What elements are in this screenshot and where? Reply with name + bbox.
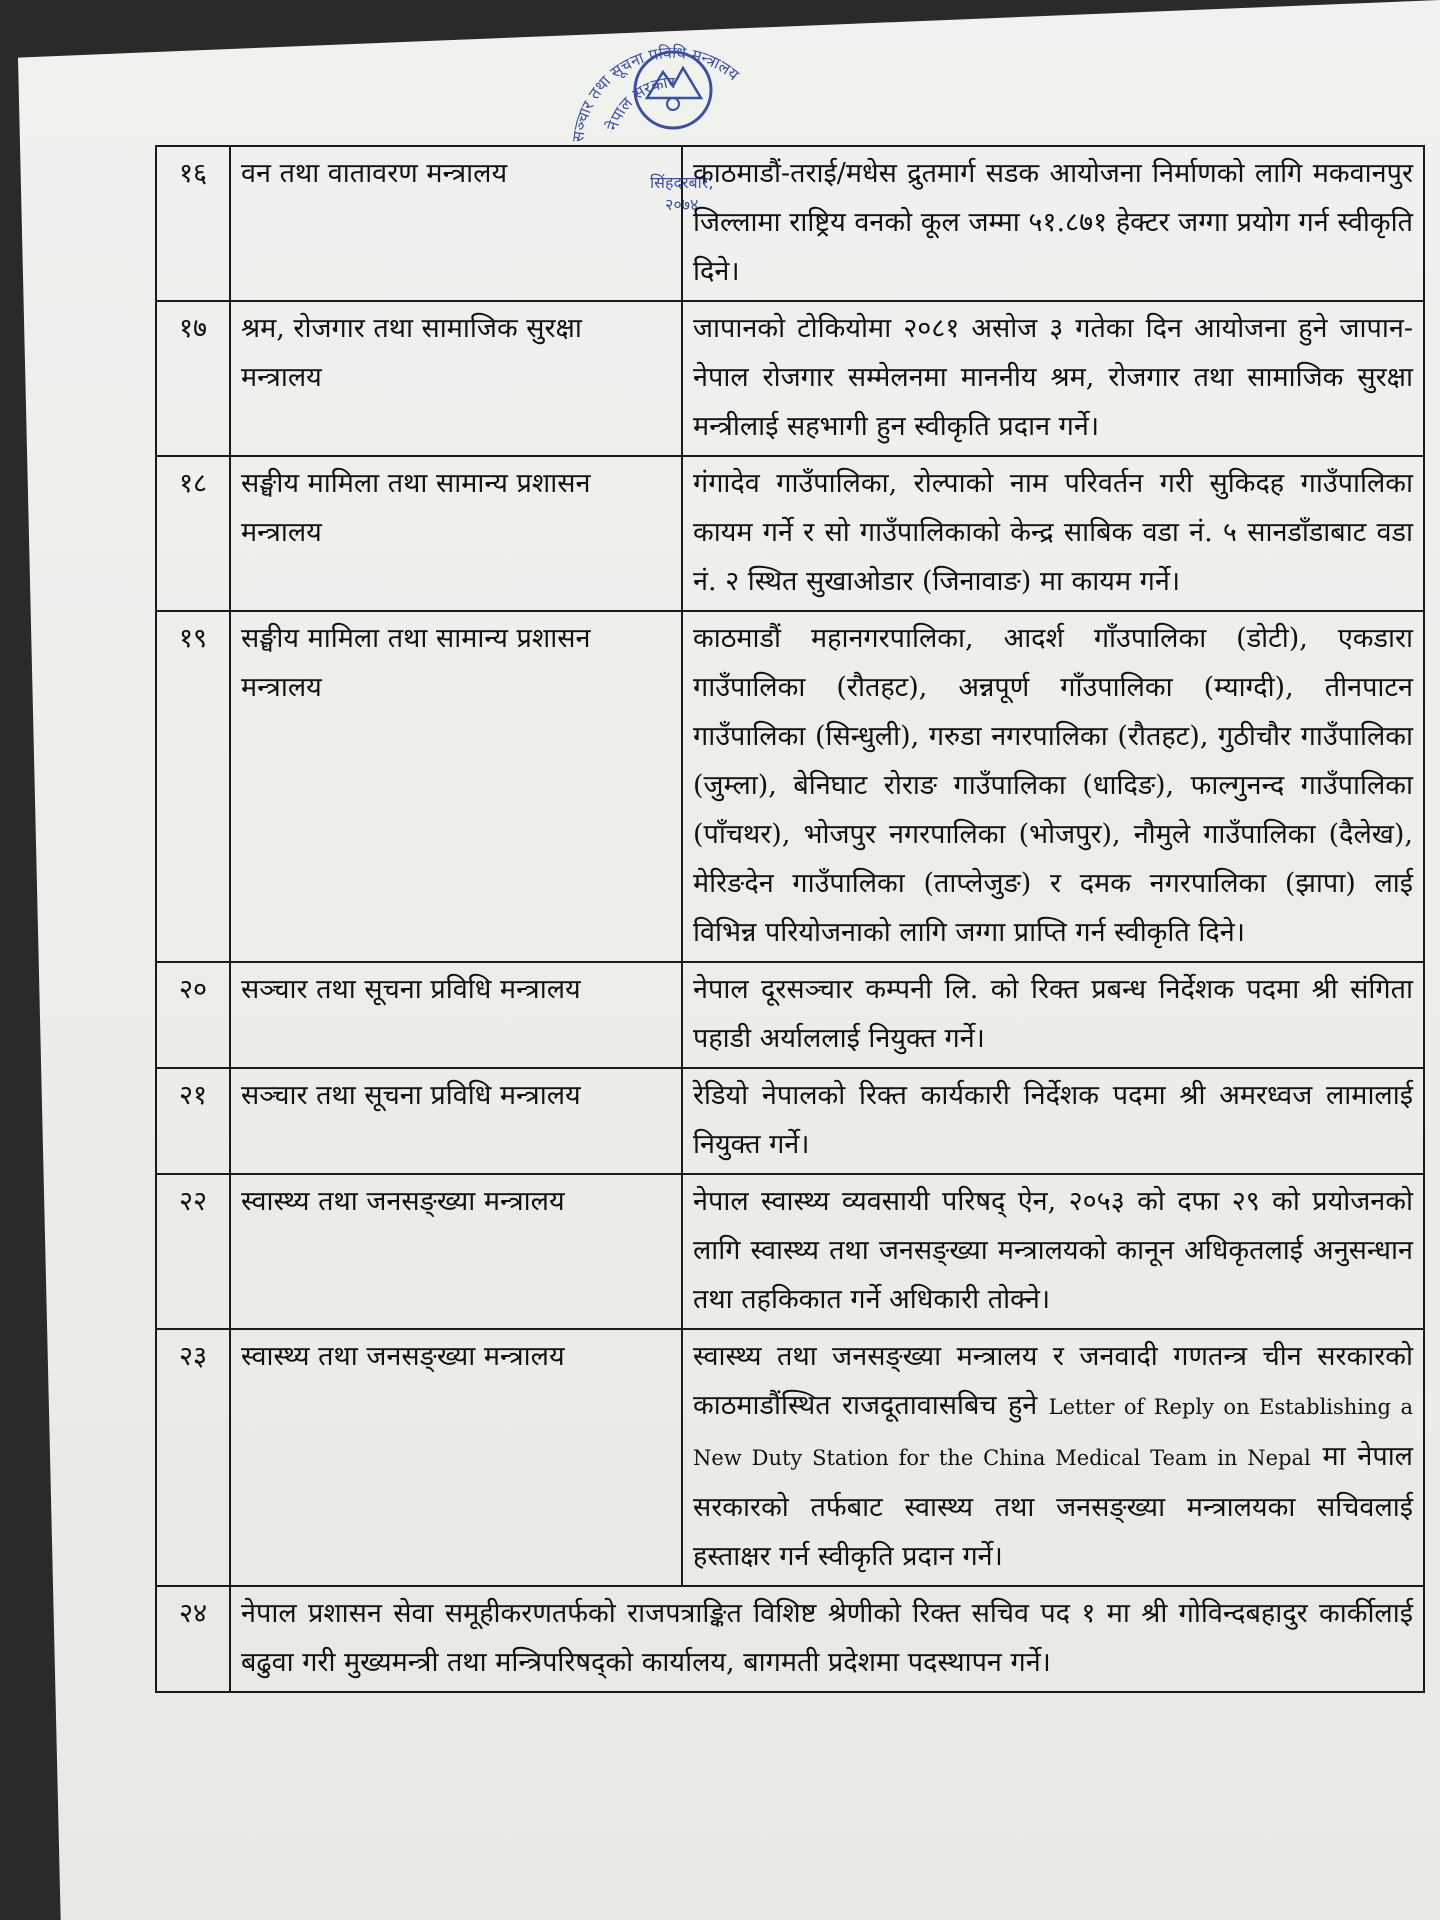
row-number: १७ [156, 301, 230, 456]
decision-english-title: Letter of Reply on Establishing a New Duty Station for the China Medical Team in Nepal [693, 1395, 1413, 1470]
seal-text-location: सिंहदरबार, [650, 173, 714, 192]
ministry-name: वन तथा वातावरण मन्त्रालय [230, 146, 682, 301]
table-row [156, 611, 1424, 962]
decision-text: काठमाडौं महानगरपालिका, आदर्श गाँउपालिका (डोटी), एकडारा गाउँपालिका (रौतहट), अन्नपूर्ण गाँउपालिका (म्याग्दी), तीनपाटन गाउँपालिका (सिन्धुली), गरुडा नगरपालिका (रौतहट), गुठीचौर गाउँपालिका (जुम्ला), बेनिघाट रोराङ गाउँपालिका (धादिङ), फाल्गुनन्द गाउँपालिका (पाँचथर), भोजपुर नगरपालिका (भोजपुर), नौमुले गाउँपालिका (दैलेख), मेरिङदेन गाउँपालिका (ताप्लेजुङ) र दमक नगरपालिका (झापा) लाई विभिन्न परियोजनाको लागि जग्गा प्राप्ति गर्न स्वीकृति दिने। [682, 611, 1424, 962]
ministry-name: श्रम, रोजगार तथा सामाजिक सुरक्षा मन्त्रालय [230, 301, 682, 456]
decision-text-part: मा नेपाल सरकारको तर्फबाट स्वास्थ्य तथा जनसङ्ख्या मन्त्रालयका सचिवलाई हस्ताक्षर गर्न स्वीकृति प्रदान गर्ने। [693, 1441, 1413, 1572]
decision-text: गंगादेव गाउँपालिका, रोल्पाको नाम परिवर्तन गरी सुकिदह गाउँपालिका कायम गर्ने र सो गाउँपालिकाको केन्द्र साबिक वडा नं. ५ सानडाँडाबाट वडा नं. २ स्थित सुखाओडार (जिनावाङ) मा कायम गर्ने। [682, 456, 1424, 611]
table-row [156, 1068, 1424, 1174]
decisions-table [155, 145, 1425, 1693]
decision-text [682, 1329, 1424, 1586]
ministry-name: सङ्घीय मामिला तथा सामान्य प्रशासन मन्त्रालय [230, 456, 682, 611]
decision-text: नेपाल प्रशासन सेवा समूहीकरणतर्फको राजपत्राङ्कित विशिष्ट श्रेणीको रिक्त सचिव पद १ मा श्री गोविन्दबहादुर कार्कीलाई बढुवा गरी मुख्यमन्त्री तथा मन्त्रिपरिषद्को कार्यालय, बागमती प्रदेशमा पदस्थापन गर्ने। [230, 1586, 1424, 1692]
decision-text: नेपाल स्वास्थ्य व्यवसायी परिषद् ऐन, २०५३ को दफा २९ को प्रयोजनको लागि स्वास्थ्य तथा जनसङ्ख्या मन्त्रालयको कानून अधिकृतलाई अनुसन्धान तथा तहकिकात गर्ने अधिकारी तोक्ने। [682, 1174, 1424, 1329]
ministry-name: सङ्घीय मामिला तथा सामान्य प्रशासन मन्त्रालय [230, 611, 682, 962]
ministry-name: स्वास्थ्य तथा जनसङ्ख्या मन्त्रालय [230, 1329, 682, 1586]
table-row [156, 962, 1424, 1068]
emblem-sun-icon [667, 98, 679, 110]
table-row [156, 1329, 1424, 1586]
row-number: २१ [156, 1068, 230, 1174]
table-row [156, 301, 1424, 456]
ministry-name: सञ्चार तथा सूचना प्रविधि मन्त्रालय [230, 1068, 682, 1174]
table-row [156, 1174, 1424, 1329]
decision-text: नेपाल दूरसञ्चार कम्पनी लि. को रिक्त प्रबन्ध निर्देशक पदमा श्री संगिता पहाडी अर्याललाई नियुक्त गर्ने। [682, 962, 1424, 1068]
ministry-name: स्वास्थ्य तथा जनसङ्ख्या मन्त्रालय [230, 1174, 682, 1329]
decision-text-part: स्वास्थ्य तथा जनसङ्ख्या मन्त्रालय र जनवादी गणतन्त्र चीन सरकारको काठमाडौंस्थित राजदूतावासबिच हुने [693, 1341, 1413, 1421]
table-row [156, 1586, 1424, 1692]
decision-text: जापानको टोकियोमा २०८१ असोज ३ गतेका दिन आयोजना हुने जापान-नेपाल रोजगार सम्मेलनमा माननीय श्रम, रोजगार तथा सामाजिक सुरक्षा मन्त्रीलाई सहभागी हुन स्वीकृति प्रदान गर्ने। [682, 301, 1424, 456]
seal-text-inner: नेपाल सरकार [602, 72, 676, 133]
row-number: २३ [156, 1329, 230, 1586]
decision-text: रेडियो नेपालको रिक्त कार्यकारी निर्देशक पदमा श्री अमरध्वज लामालाई नियुक्त गर्ने। [682, 1068, 1424, 1174]
row-number: १८ [156, 456, 230, 611]
row-number: १९ [156, 611, 230, 962]
row-number: २० [156, 962, 230, 1068]
row-number: २२ [156, 1174, 230, 1329]
row-number: २४ [156, 1586, 230, 1692]
ministry-name: सञ्चार तथा सूचना प्रविधि मन्त्रालय [230, 962, 682, 1068]
seal-text-outer: सञ्चार तथा सूचना प्रविधि मन्त्रालय [568, 42, 743, 143]
table-row [156, 456, 1424, 611]
table-row [156, 146, 1424, 301]
seal-text-year: २०७४ [665, 195, 699, 214]
row-number: १६ [156, 146, 230, 301]
decision-text: काठमाडौं-तराई/मधेस द्रुतमार्ग सडक आयोजना निर्माणको लागि मकवानपुर जिल्लामा राष्ट्रिय वनको कूल जम्मा ५१.८७१ हेक्टर जग्गा प्रयोग गर्न स्वीकृति दिने। [682, 146, 1424, 301]
